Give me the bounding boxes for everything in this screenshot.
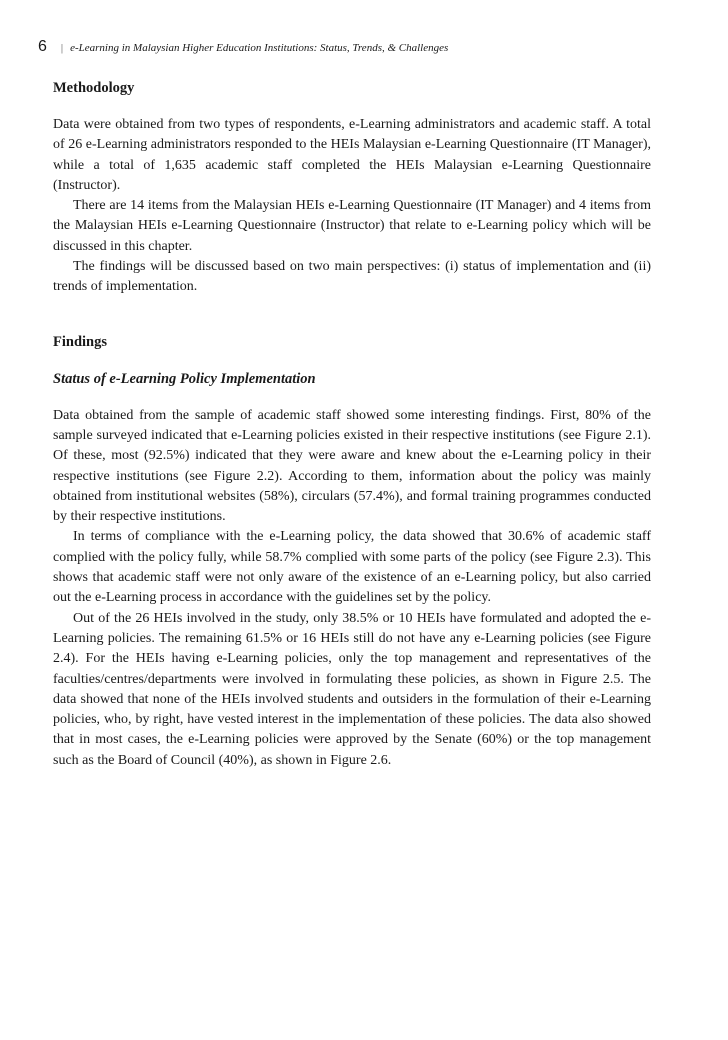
methodology-paragraph-2: There are 14 items from the Malaysian HEIs e-Learning Questionnaire (IT Manager) and 4 items from the Malaysian HEIs e-Learning Questionnaire (Instructor) that relate to e-Learning policy which will be discussed in this chapter. [53, 198, 651, 254]
running-title: e-Learning in Malaysian Higher Education Institutions: Status, Trends, & Challenges [70, 42, 449, 54]
running-header [38, 38, 448, 56]
findings-subheading: Status of e-Learning Policy Implementation [53, 370, 316, 387]
findings-paragraph-2: In terms of compliance with the e-Learning policy, the data showed that 30.6% of academic staff complied with the policy fully, while 58.7% complied with some parts of the policy (see Figure 2.3). This shows that academic staff were not only aware of the existence of an e-Learning policy, but also carried out the e-Learning process in accordance with the guidelines set by the policy. [53, 529, 651, 606]
header-separator: | [60, 42, 64, 54]
page-number: 6 [38, 38, 47, 55]
methodology-paragraph-3: The findings will be discussed based on two main perspectives: (i) status of implementation and (ii) trends of implementation. [53, 259, 651, 295]
findings-heading: Findings [53, 333, 107, 350]
section-spacer [53, 298, 651, 332]
methodology-paragraph-1: Data were obtained from two types of respondents, e-Learning administrators and academic staff. A total of 26 e-Learning administrators responded to the HEIs Malaysian e-Learning Questionnaire (IT Manager), while a total of 1,635 academic staff completed the HEIs Malaysian e-Learning Questionnaire (Instructor). [53, 117, 651, 193]
methodology-heading: Methodology [53, 80, 135, 96]
page-body [53, 78, 651, 771]
findings-paragraph-1: Data obtained from the sample of academic staff showed some interesting findings. First, 80% of the sample surveyed indicated that e-Learning policies existed in their respective institutions (see Figure 2.1). Of these, most (92.5%) indicated that they were aware and knew about the e-Learning policy in their respective institutions (see Figure 2.2). According to them, information about the policy was mainly obtained from institutional websites (58%), circulars (57.4%), and formal training programmes conducted by their respective institutions. [53, 407, 651, 525]
findings-paragraph-3: Out of the 26 HEIs involved in the study, only 38.5% or 10 HEIs have formulated and adopted the e-Learning policies. The remaining 61.5% or 16 HEIs still do not have any e-Learning policies (see Figure 2.4). For the HEIs having e-Learning policies, only the top management and representatives of the faculties/centres/departments were involved in formulating these policies, as shown in Figure 2.5. The data showed that none of the HEIs involved students and outsiders in the formulation of their e-Learning policies, who, by right, have vested interest in the implementation of these policies. The data also showed that in most cases, the e-Learning policies were approved by the Senate (60%) or the top management such as the Board of Council (40%), as shown in Figure 2.6. [53, 610, 651, 768]
